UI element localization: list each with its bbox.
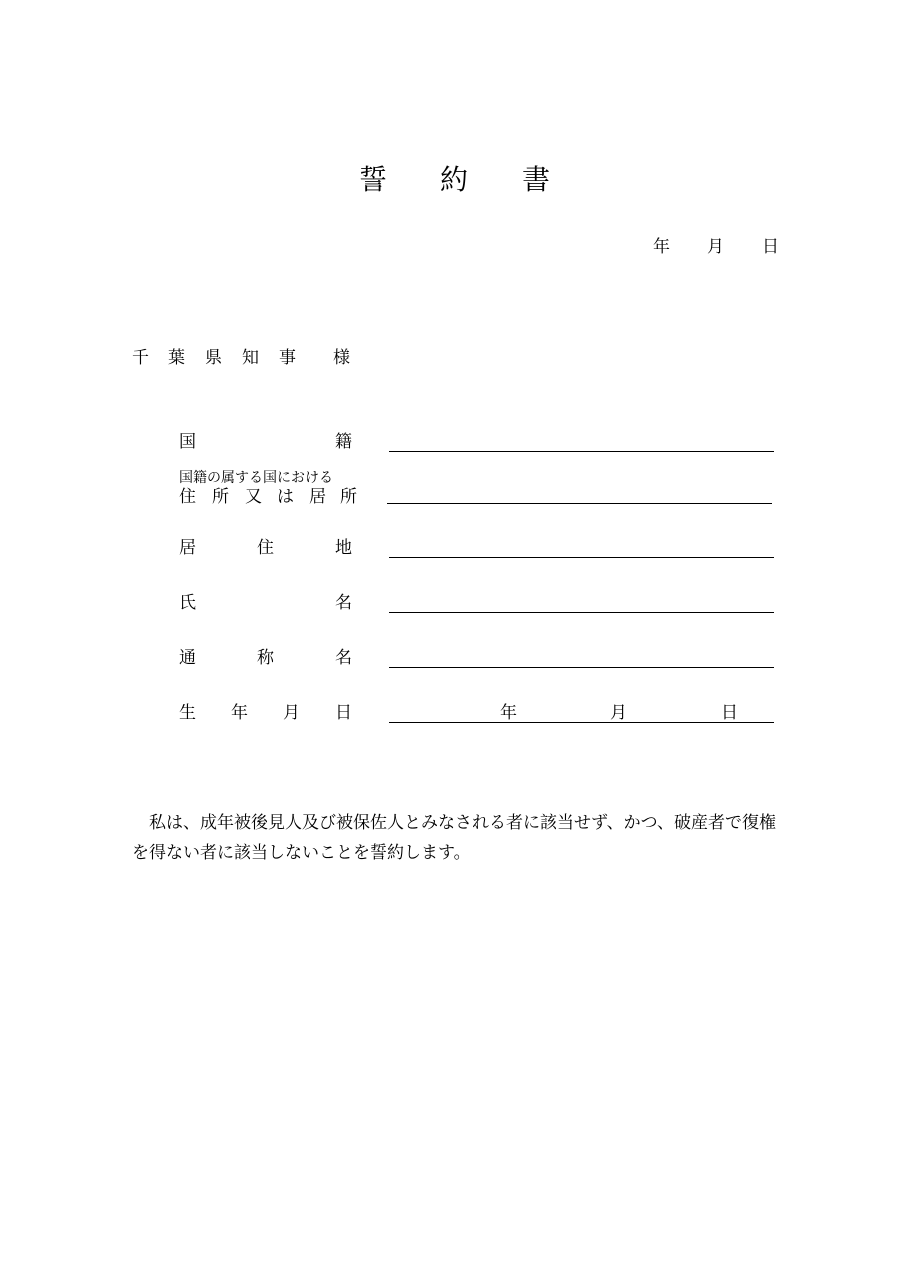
title-char: 誓 <box>359 163 388 196</box>
field-residence-line[interactable] <box>389 557 774 558</box>
field-foreign-address-label-line2: 住 所 又 は 居 所 <box>179 487 357 507</box>
addressee-char: 千 <box>132 348 149 368</box>
date-year-label: 年 <box>653 237 670 257</box>
pledge-text: 私は、成年被後見人及び被保佐人とみなされる者に該当せず、かつ、破産者で復権を得ない者に該当しないことを誓約します。 <box>132 813 776 863</box>
date-header <box>0 236 910 260</box>
date-day-label: 日 <box>762 237 779 257</box>
field-name-line[interactable] <box>389 612 774 613</box>
field-birthdate-label: 生 年 月 日 年 月 日 <box>179 703 738 723</box>
addressee-honorific: 様 <box>333 348 350 368</box>
field-name-label: 氏 名 <box>179 593 352 613</box>
addressee <box>0 347 910 371</box>
addressee-char: 葉 <box>168 348 185 368</box>
field-nationality-label: 国 籍 <box>179 432 352 452</box>
date-month-label: 月 <box>707 237 724 257</box>
field-alias-line[interactable] <box>389 667 774 668</box>
birthdate-month-unit: 月 <box>610 703 627 723</box>
field-nationality-line[interactable] <box>389 451 774 452</box>
title-char: 書 <box>522 163 551 196</box>
birthdate-year-unit: 年 <box>500 703 517 723</box>
document-title <box>0 160 910 200</box>
addressee-char: 事 <box>279 348 296 368</box>
field-foreign-address-label-line1: 国籍の属する国における <box>179 470 333 486</box>
birthdate-day-unit: 日 <box>721 703 738 723</box>
addressee-char: 知 <box>242 348 259 368</box>
field-residence-label: 居 住 地 <box>179 538 352 558</box>
field-birthdate-line[interactable] <box>389 722 774 723</box>
addressee-char: 県 <box>205 348 222 368</box>
field-foreign-address-line[interactable] <box>387 503 772 504</box>
title-char: 約 <box>440 163 469 196</box>
field-alias-label: 通 称 名 <box>179 648 352 668</box>
